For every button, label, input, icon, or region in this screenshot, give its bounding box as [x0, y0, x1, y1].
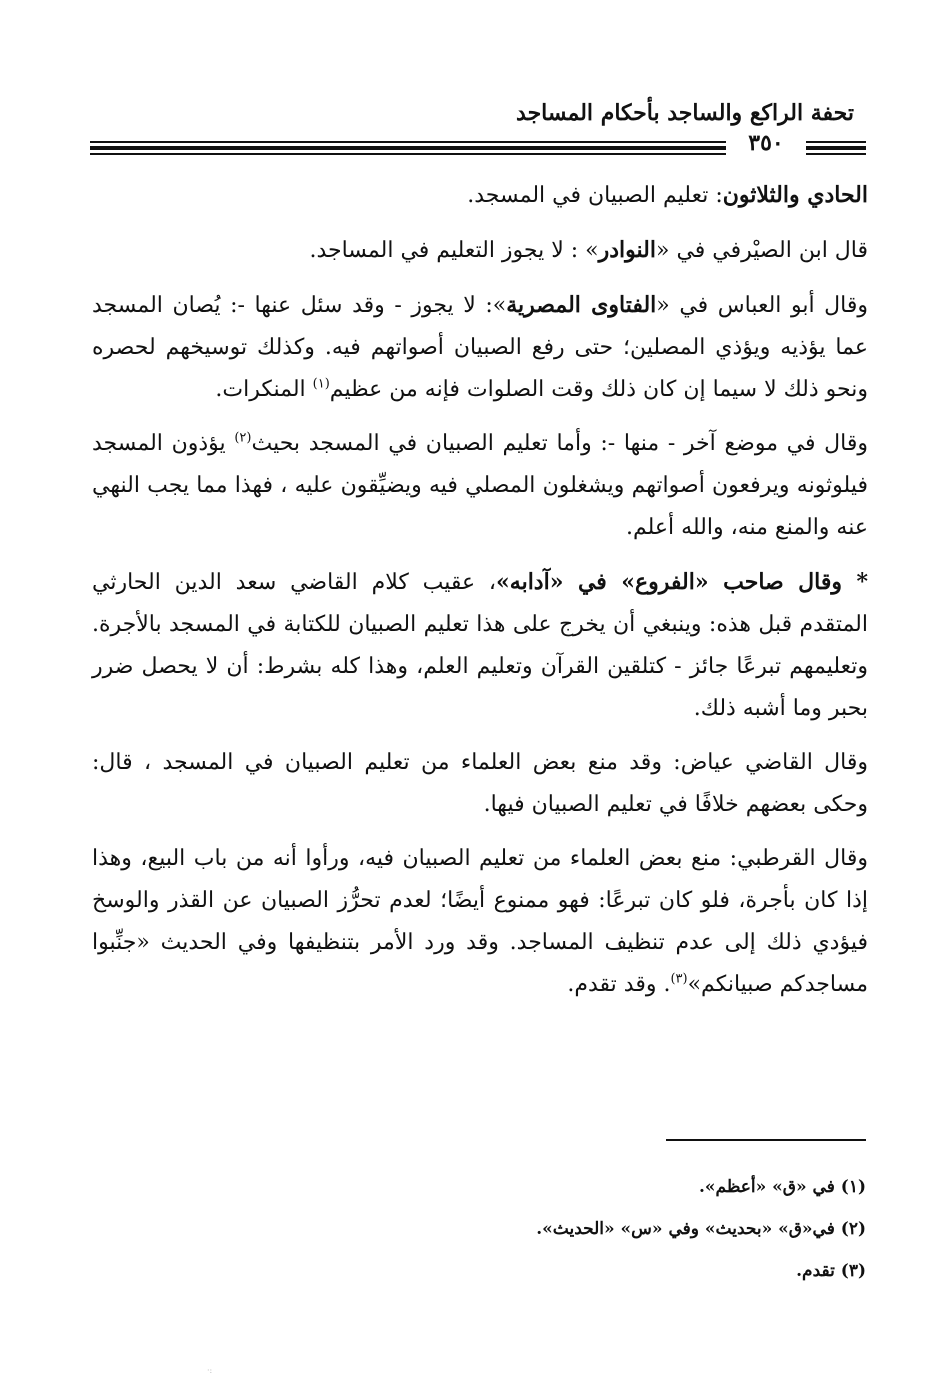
paragraph-4	[92, 423, 868, 549]
paragraph-text: وقال القرطبي: منع بعض العلماء من تعليم الصبيان فيه، ورأوا أنه من باب البيع، وهذا إذا كان بأجرة، فلو كان تبرعًا: فهو ممنوع أيضًا؛ لعدم تحرُّز الصبيان عن القذر والوسخ فيؤدي ذلك إلى عدم تنظيف المساجد. وقد ورد الأمر بتنظيفها وفي الحديث «جنِّبوا مساجدكم صبيانكم»	[92, 846, 868, 997]
running-header-title: تحفة الراكع والساجد بأحكام المساجد	[516, 100, 854, 126]
main-text	[92, 174, 868, 1006]
paragraph-5	[92, 561, 868, 730]
section-heading: الحادي والثلاثون	[722, 182, 868, 208]
paragraph-text: »: لا يجوز - وقد سئل عنها -: يُصان المسجد عما يؤذيه ويؤذي المصلين؛ حتى رفع الصبيان أصواتهم فيه. وكذلك توسيخهم لحصره ونحو ذلك لا سيما إن كان ذلك وقت الصلوات فإنه من عظيم	[92, 293, 868, 402]
footnote-reference: (٢)	[234, 430, 252, 446]
paragraph-7	[92, 838, 868, 1006]
footnote-3: (٣) تقدم.	[796, 1261, 866, 1281]
footnote-reference: (٣)	[670, 971, 688, 987]
footnote-separator	[666, 1139, 866, 1141]
footnotes	[86, 1166, 866, 1292]
paragraph-2	[92, 229, 868, 272]
paragraph-text: » : لا يجوز التعليم في المساجد.	[309, 238, 599, 263]
header-rule-right	[806, 141, 866, 155]
book-title: النوادر	[598, 237, 656, 263]
paragraph-text: وقال في موضع آخر - منها -: وأما تعليم الصبيان في المسجد بحيث	[251, 431, 869, 456]
paragraph-1	[92, 174, 868, 217]
footnote-2: (٢) في«ق» «بحديث» وفي «س» «الحديث».	[536, 1219, 866, 1239]
header-rule-left	[90, 141, 726, 155]
paragraph-text: وقال أبو العباس في «	[656, 293, 868, 318]
footnote-1: (١) في «ق» «أعظم».	[698, 1177, 866, 1197]
page-number: ٣٥٠	[748, 130, 784, 156]
paragraph-3	[92, 284, 868, 411]
paragraph-6	[92, 742, 868, 826]
book-title: الفتاوى المصرية	[506, 292, 657, 318]
paragraph-text: : تعليم الصبيان في المسجد.	[467, 183, 723, 208]
paragraph-text: ، عقيب كلام القاضي سعد الدين الحارثي المتقدم قبل هذه: وينبغي أن يخرج على هذا تعليم الصبيان للكتابة في المسجد بالأجرة. وتعليمهم تبرعًا جائز - كتلقين القرآن وتعليم العلم، وهذا كله بشرط: أن لا يحصل ضرر بحبر وما أشبه ذلك.	[92, 570, 868, 721]
footnote-reference: (١)	[312, 376, 330, 392]
paragraph-text: . وقد تقدم.	[567, 972, 671, 997]
paragraph-text: وقال القاضي عياض: وقد منع بعض العلماء من تعليم الصبيان في المسجد ، قال: وحكى بعضهم خلافًا في تعليم الصبيان فيها.	[92, 750, 868, 817]
paragraph-text: يؤذون المسجد فيلوثونه ويرفعون أصواتهم ويشغلون المصلي فيه ويضيِّقون عليه ، فهذا مما يجب النهي عنه والمنع منه، والله أعلم.	[92, 431, 868, 540]
quoted-heading: * وقال صاحب «الفروع» في «آدابه»	[496, 569, 868, 595]
paragraph-text: قال ابن الصيْرفي في «	[656, 238, 868, 263]
paragraph-text: المنكرات.	[215, 377, 313, 402]
scan-speck: ·:	[207, 1366, 213, 1375]
